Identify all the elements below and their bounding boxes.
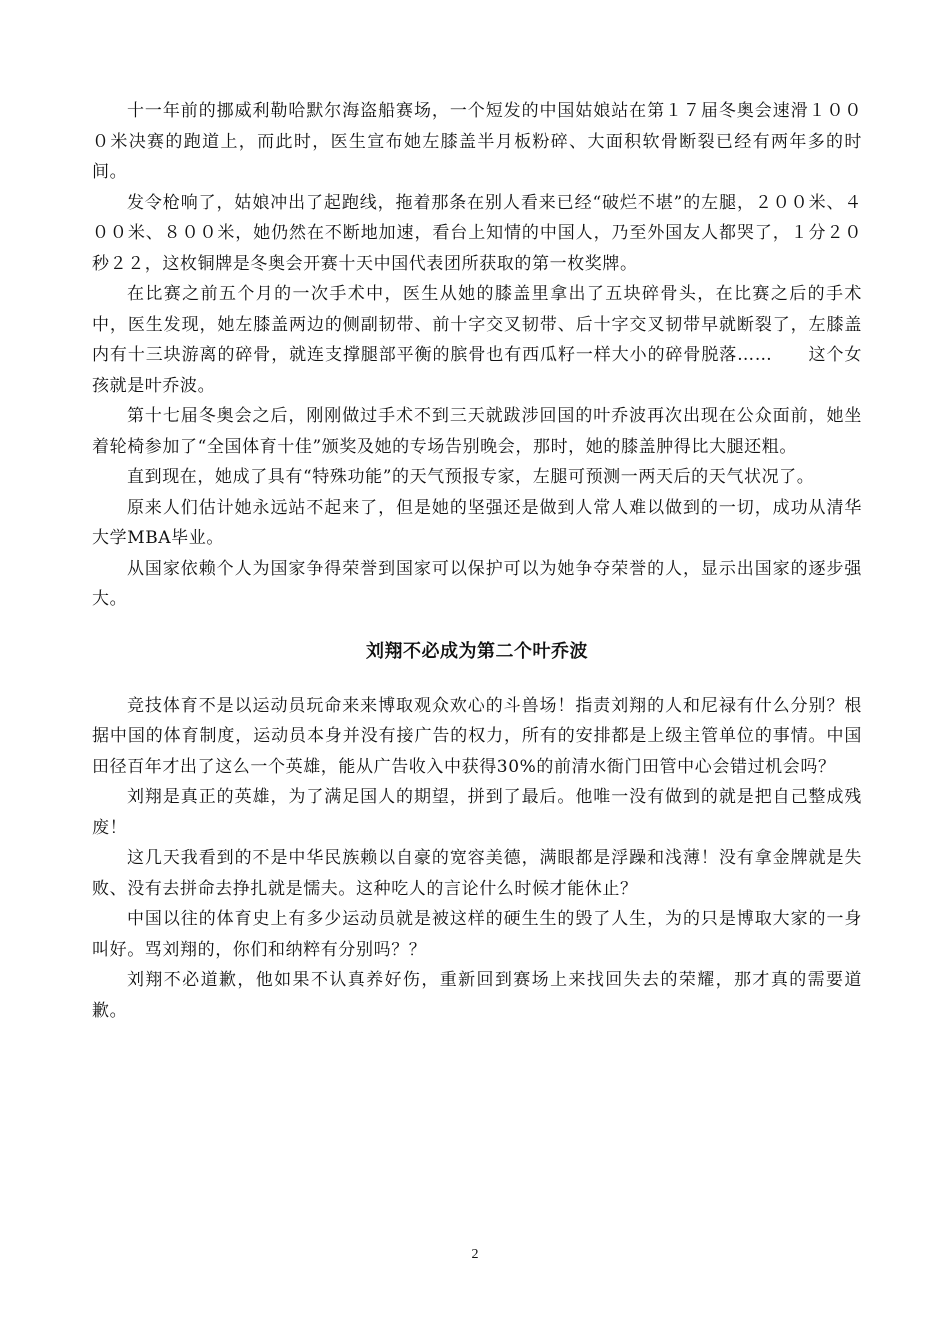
page-number: 2 xyxy=(471,1247,479,1262)
paragraph: 竞技体育不是以运动员玩命来来博取观众欢心的斗兽场！指责刘翔的人和尼禄有什么分别？根据中国的体育制度，运动员本身并没有接广告的权力，所有的安排都是上级主管单位的事情。中国田径百年才出了这么一个英雄，能从广告收入中获得30%的前清水衙门田管中心会错过机会吗？ xyxy=(92,695,862,777)
section-title: 刘翔不必成为第二个叶乔波 xyxy=(366,640,588,662)
paragraph: 直到现在，她成了具有“特殊功能”的天气预报专家，左腿可预测一两天后的天气状况了。 xyxy=(127,467,815,487)
paragraph: 原来人们估计她永远站不起来了，但是她的坚强还是做到人常人难以做到的一切，成功从清华大学MBA毕业。 xyxy=(92,497,862,548)
paragraph: 十一年前的挪威利勒哈默尔海盗船赛场，一个短发的中国姑娘站在第１７届冬奥会速滑１０００米决赛的跑道上，而此时，医生宣布她左膝盖半月板粉碎、大面积软骨断裂已经有两年多的时间。 xyxy=(92,101,862,182)
document-page xyxy=(92,96,862,1026)
article-ye-qiaobo xyxy=(92,96,862,615)
paragraph: 中国以往的体育史上有多少运动员就是被这样的硬生生的毁了人生，为的只是博取大家的一身叫好。骂刘翔的，你们和纳粹有分别吗？？ xyxy=(92,909,862,960)
paragraph: 第十七届冬奥会之后，刚刚做过手术不到三天就跋涉回国的叶乔波再次出现在公众面前，她坐着轮椅参加了“全国体育十佳”颁奖及她的专场告别晚会，那时，她的膝盖肿得比大腿还粗。 xyxy=(92,406,862,457)
paragraph: 从国家依赖个人为国家争得荣誉到国家可以保护可以为她争夺荣誉的人，显示出国家的逐步强大。 xyxy=(92,558,862,609)
paragraph: 这几天我看到的不是中华民族赖以自豪的宽容美德，满眼都是浮躁和浅薄！没有拿金牌就是失败、没有去拼命去挣扎就是懦夫。这种吃人的言论什么时候才能休止？ xyxy=(92,848,862,899)
paragraph: 刘翔不必道歉，他如果不认真养好伤，重新回到赛场上来找回失去的荣耀，那才真的需要道歉。 xyxy=(92,970,862,1021)
paragraph: 在比赛之前五个月的一次手术中，医生从她的膝盖里拿出了五块碎骨头，在比赛之后的手术中，医生发现，她左膝盖两边的侧副韧带、前十字交叉韧带、后十字交叉韧带早就断裂了，左膝盖内有十三块游离的碎骨，就连支撑腿部平衡的膑骨也有西瓜籽一样大小的碎骨脱落…… 这个女孩就是叶乔波。 xyxy=(92,284,862,396)
paragraph: 发令枪响了，姑娘冲出了起跑线，拖着那条在别人看来已经“破烂不堪”的左腿，２００米、４００米、８００米，她仍然在不断地加速，看台上知情的中国人，乃至外国友人都哭了，１分２０秒２２，这枚铜牌是冬奥会开赛十天中国代表团所获取的第一枚奖牌。 xyxy=(92,192,862,274)
paragraph: 刘翔是真正的英雄，为了满足国人的期望，拼到了最后。他唯一没有做到的就是把自己整成残废！ xyxy=(92,787,862,838)
article-liu-xiang xyxy=(92,691,862,1027)
